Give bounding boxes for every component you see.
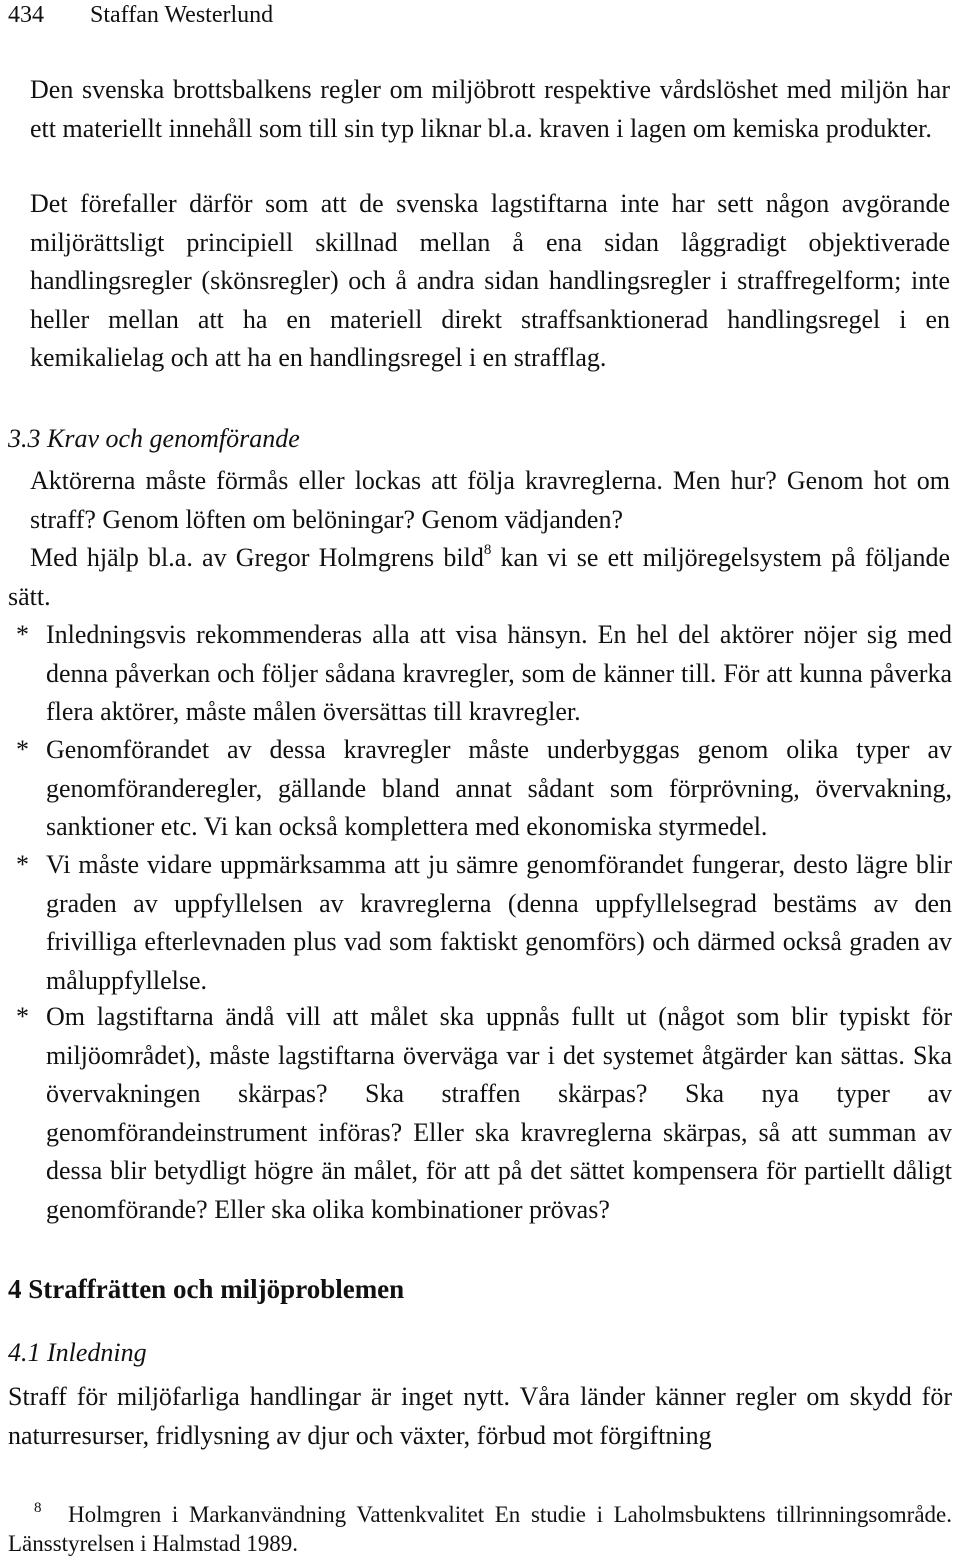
running-header-author: Staffan Westerlund: [90, 2, 274, 28]
bullet-marker: *: [16, 1002, 29, 1031]
bullet-marker: *: [16, 735, 29, 764]
list-item: [16, 731, 952, 847]
paragraph-aktorerna: Aktörerna måste förmås eller lockas att följa kravreglerna. Men hur? Genom hot om straff? Genom löften om belöningar? Genom vädjanden?: [30, 466, 950, 534]
paragraph-holmgren-end: kan vi se ett miljöregelsystem på följande sätt.: [8, 543, 950, 611]
list-item-text: Inledningsvis rekommenderas alla att visa hänsyn. En hel del aktörer nöjer sig med denna påverkan och följer sådana kravregler, som de känner till. För att kunna påverka flera aktörer, måste målen översättas till kravregler.: [46, 620, 952, 726]
footnote-reference[interactable]: 8: [483, 542, 492, 558]
footnote: 8 Holmgren i Markanvändning Vattenkvalitet En studie i Laholmsbuktens tillrinningsområde. Länsstyrelsen i Halmstad 1989.: [8, 1500, 952, 1556]
section-heading-3-3: 3.3 Krav och genomförande: [8, 424, 300, 453]
page-number: 434: [8, 2, 44, 28]
list-item: [16, 616, 952, 732]
section-heading-4-1: 4.1 Inledning: [8, 1338, 147, 1367]
list-item-text: Om lagstiftarna ändå vill att målet ska uppnås fullt ut (något som blir typiskt för miljöområdet), måste lagstiftarna överväga var i det systemet åtgärder kan sättas. Ska övervakningen skärpas? Ska straffen skärpas? Ska nya typer av genomförandeinstrument införas? Eller ska kravreglerna skärpas, så att summan av dessa blir betydligt högre än målet, för att på det sättet kompensera för partiellt dåligt genomförande? Eller ska olika kombinationer prövas?: [46, 1002, 952, 1224]
footnote-text: Holmgren i Markanvändning Vattenkvalitet En studie i Laholmsbuktens tillrinningsområde. Länsstyrelsen i Halmstad 1989.: [8, 1502, 952, 1556]
running-header: [8, 2, 273, 29]
bullet-marker: *: [16, 620, 29, 649]
list-item: [16, 846, 952, 1000]
paragraph-lagstiftarna: Det förefaller därför som att de svenska lagstiftarna inte har sett någon avgörande miljörättsligt principiell skillnad mellan å ena sidan låggradigt objektiverade handlingsregler (skönsregler) och å andra sidan handlingsregler i straffregelform; inte heller mellan att ha en materiell direkt straffsanktionerad handlingsregel i en kemikalielag och att ha en handlingsregel i en strafflag.: [30, 189, 950, 372]
paragraph-straff: Straff för miljöfarliga handlingar är inget nytt. Våra länder känner regler om skydd för naturresurser, fridlysning av djur och växter, förbud mot förgiftning: [8, 1382, 952, 1450]
list-item-text: Genomförandet av dessa kravregler måste underbyggas genom olika typer av genomföranderegler, gällande bland annat sådant som förprövning, övervakning, sanktioner etc. Vi kan också komplettera med ekonomiska styrmedel.: [46, 735, 952, 841]
section-heading-4: 4 Straffrätten och miljöproblemen: [8, 1274, 405, 1304]
list-item: [16, 998, 952, 1229]
paragraph-brottsbalken: Den svenska brottsbalkens regler om miljöbrott respektive vårdslöshet med miljön har ett materiellt innehåll som till sin typ liknar bl.a. kraven i lagen om kemiska produkter.: [30, 75, 950, 143]
list-item-text: Vi måste vidare uppmärksamma att ju sämre genomförandet fungerar, desto lägre blir graden av uppfyllelsen av kravreglerna (denna uppfyllelsegrad bestäms av den frivilliga efterlevnaden plus vad som faktiskt genomförs) och därmed också graden av måluppfyllelse.: [46, 850, 952, 995]
bullet-marker: *: [16, 850, 29, 879]
paragraph-holmgren-start: Med hjälp bl.a. av Gregor Holmgrens bild: [30, 543, 484, 572]
paragraph-holmgren: [8, 539, 950, 616]
